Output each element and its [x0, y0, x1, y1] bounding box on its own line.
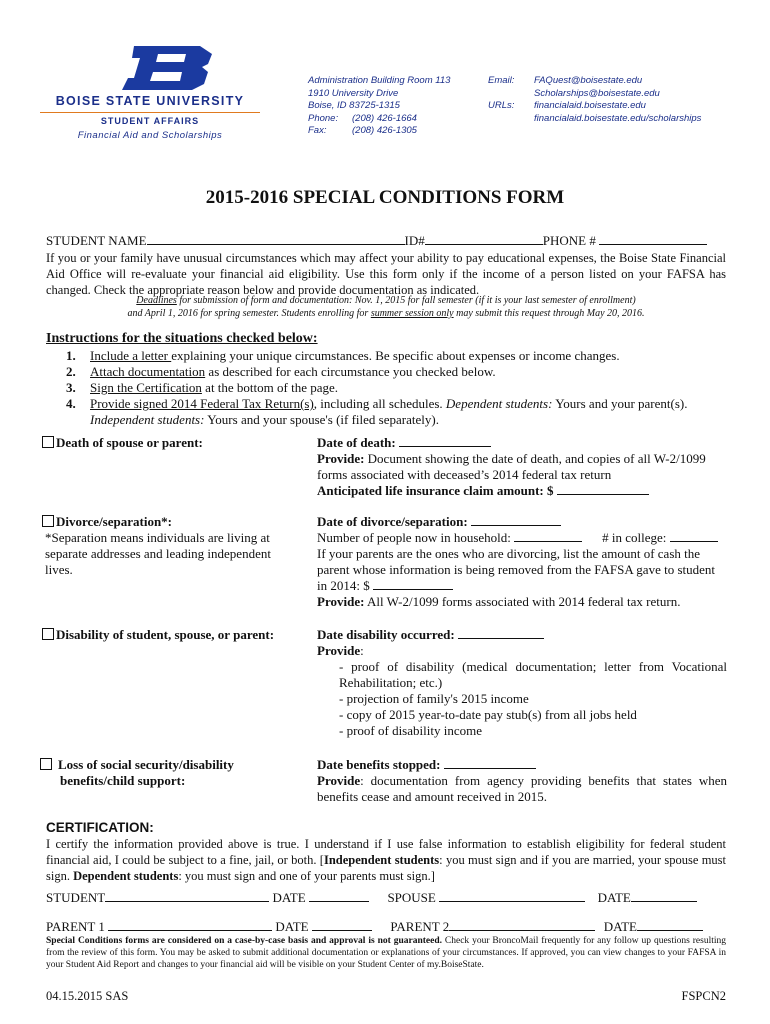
address-line: Boise, ID 83725-1315 [308, 100, 400, 111]
divorce-provide-text: All W-2/1099 forms associated with 2014 federal tax return. [364, 594, 681, 609]
parent-cash-field[interactable] [373, 578, 453, 590]
instructions-list [66, 348, 726, 428]
parent1-date-field[interactable] [312, 919, 372, 931]
provide-label: Provide [317, 643, 361, 658]
separation-note: *Separation means individuals are living at separate addresses and leading independent lives. [45, 530, 271, 577]
divorce-label: Divorce/separation*: [56, 514, 173, 529]
household-label: Number of people now in household: [317, 530, 511, 545]
loss-date-field[interactable] [444, 757, 536, 769]
disability-option[interactable] [42, 627, 274, 643]
disability-item: - proof of disability income [339, 723, 482, 738]
provide-label: Provide: [317, 594, 365, 609]
disability-details: Date disability occurred: Provide: - proof of disability (medical documentation; letter from Vocational Rehabilitation; etc.) - projection of family's 2015 income - copy of 2015 year-to-date pay stub(s) from all jobs held - proof of disability income [317, 627, 727, 738]
deadlines-text: and April 1, 2016 for spring semester. Students enrolling for [127, 308, 371, 319]
divorce-date-label: Date of divorce/separation: [317, 514, 468, 529]
summer-session: summer session only [370, 308, 454, 319]
death-option[interactable] [42, 435, 203, 451]
email-link[interactable]: Scholarships@boisestate.edu [534, 87, 660, 99]
deadlines-label: Deadlines [136, 295, 177, 306]
address-line: 1910 University Drive [308, 87, 399, 99]
university-name: BOISE STATE UNIVERSITY [55, 94, 245, 108]
id-field[interactable] [425, 233, 543, 245]
signature-row-1 [46, 890, 697, 906]
phone-value: (208) 426-1664 [352, 112, 417, 124]
student-date-field[interactable] [309, 890, 369, 902]
death-details [317, 435, 727, 499]
insurance-label: Anticipated life insurance claim amount: $ [317, 483, 554, 498]
deadlines-text: may submit this request through May 20, 2016. [453, 308, 645, 319]
certification-text: I certify the information provided above is true. I understand if I use false information to establish eligibility for federal student financial aid, I could be subject to a fine, jail, or both. [Independent students: you must sign and if you are married, your spouse must sign. Dependent students: you must sign and one of your parents must sign.] [46, 837, 727, 883]
intro-paragraph: If you or your family have unusual circumstances which may affect your ability to pay educational expenses, the Boise State Financial Aid Office will re-evaluate your financial aid eligibility. Use this form only if the income of a person listed on your FAFSA has changed. Check the appropriate reason below and provide documentation as indicated. [46, 251, 726, 297]
parent2-date-field[interactable] [637, 919, 703, 931]
phone-label: PHONE # [542, 233, 596, 248]
household-field[interactable] [514, 530, 582, 542]
instruction-item: 2. Attach documentation as described for each circumstance you checked below. [66, 364, 496, 379]
disability-item: - projection of family's 2015 income [339, 691, 529, 706]
date-label: DATE [603, 919, 637, 934]
student-name-label: STUDENT NAME [46, 233, 147, 248]
divorce-checkbox[interactable] [42, 515, 54, 527]
url-link[interactable]: financialaid.boisestate.edu/scholarships [534, 112, 702, 124]
instruction-item: 1. Include a letter explaining your unique circumstances. Be specific about expenses or income changes. [66, 348, 620, 363]
form-code: FSPCN2 [681, 989, 726, 1003]
loss-date-label: Date benefits stopped: [317, 757, 441, 772]
phone-label: Phone: [308, 112, 339, 124]
provide-label: Provide [317, 773, 361, 788]
phone-field[interactable] [599, 233, 707, 245]
death-checkbox[interactable] [42, 436, 54, 448]
disability-date-field[interactable] [458, 627, 544, 639]
parent1-sig-label: PARENT 1 [46, 919, 105, 934]
dept-name: STUDENT AFFAIRS [100, 116, 200, 126]
email-link[interactable]: FAQuest@boisestate.edu [534, 75, 643, 86]
divorce-option[interactable] [42, 514, 292, 578]
instruction-item: Independent students: Yours and your spouse's (if filed separately). [90, 412, 439, 427]
instruction-item: 3. Sign the Certification at the bottom of the page. [66, 380, 339, 395]
disability-date-label: Date disability occurred: [317, 627, 455, 642]
contact-address [308, 75, 450, 138]
student-name-field[interactable] [147, 233, 405, 245]
email-label: Email: [488, 75, 515, 86]
loss-label-line2: benefits/child support: [60, 773, 186, 788]
loss-details [317, 757, 727, 805]
disability-label: Disability of student, spouse, or parent: [56, 627, 275, 642]
parent2-sig-label: PARENT 2 [390, 919, 450, 934]
parent1-signature-field[interactable] [108, 919, 272, 931]
page-title: 2015-2016 SPECIAL CONDITIONS FORM [205, 187, 565, 208]
disability-item: - proof of disability (medical documentation; letter from Vocational Rehabilitation; etc.) [339, 659, 727, 690]
divorce-date-field[interactable] [471, 514, 561, 526]
parents-text: If your parents are the ones who are divorcing, list the amount of cash the parent whose information is being removed from the FAFSA gave to student in 2014: $ [317, 546, 715, 593]
insurance-field[interactable] [557, 483, 649, 495]
fax-label: Fax: [308, 125, 327, 136]
death-date-field[interactable] [399, 435, 491, 447]
footer-note: Special Conditions forms are considered on a case-by-case basis and approval is not guaranteed. Check your BroncoMail frequently for any follow up questions resulting from the review of this form. You may be asked to submit additional documentation or explanations of your circumstances. If approved, you can view changes to your FAFSA in your Student Aid Report and changes to your financial aid will be visible on your Student Center of my.BoiseState. [46, 936, 726, 970]
spouse-date-field[interactable] [631, 890, 697, 902]
certification-heading: CERTIFICATION: [46, 820, 154, 835]
college-label: # in college: [602, 530, 667, 545]
signature-row-2 [46, 919, 703, 935]
address-line: Administration Building Room 113 [308, 75, 451, 86]
urls-label: URLs: [488, 100, 515, 111]
loss-label: Loss of social security/disability [58, 757, 234, 772]
loss-checkbox[interactable] [40, 758, 52, 770]
divorce-details [317, 514, 727, 610]
spouse-signature-field[interactable] [439, 890, 585, 902]
url-link[interactable]: financialaid.boisestate.edu [534, 100, 646, 111]
fax-row [308, 125, 450, 138]
instructions-heading: Instructions for the situations checked below: [46, 331, 318, 346]
deadlines-text: for submission of form and documentation: Nov. 1, 2015 for fall semester (if it is your last semester of enrollment) [176, 295, 636, 306]
student-sig-label: STUDENT [46, 890, 106, 905]
logo-divider [40, 112, 260, 113]
spouse-sig-label: SPOUSE [387, 890, 436, 905]
date-label: DATE [597, 890, 631, 905]
date-label: DATE [272, 890, 306, 905]
parent2-signature-field[interactable] [449, 919, 595, 931]
student-signature-field[interactable] [105, 890, 269, 902]
college-field[interactable] [670, 530, 718, 542]
provide-label: Provide: [317, 451, 365, 466]
death-label: Death of spouse or parent: [56, 435, 203, 450]
b-logo-icon [120, 44, 220, 90]
date-label: DATE [275, 919, 309, 934]
loss-provide-text: : documentation from agency providing benefits that states when benefits cease and amount received in 2015. [317, 773, 727, 804]
logo [40, 42, 260, 142]
phone-row [308, 113, 450, 126]
sub-dept-name: Financial Aid and Scholarships [77, 130, 223, 141]
instruction-item: 4. Provide signed 2014 Federal Tax Return(s), including all schedules. Dependent students: Yours and your parent(s). [66, 396, 688, 411]
form-revision-date: 04.15.2015 SAS [46, 989, 129, 1003]
death-date-label: Date of death: [317, 435, 396, 450]
fax-value: (208) 426-1305 [352, 125, 417, 136]
death-provide-text: Document showing the date of death, and copies of all W-2/1099 forms associated with deceased’s 2014 federal tax return [317, 451, 706, 482]
deadlines [46, 294, 726, 320]
id-label: ID# [404, 233, 425, 248]
student-info-line [46, 233, 707, 249]
contact-online [488, 75, 701, 125]
disability-item: - copy of 2015 year-to-date pay stub(s) from all jobs held [339, 707, 637, 722]
loss-option[interactable] [40, 757, 234, 789]
disability-checkbox[interactable] [42, 628, 54, 640]
